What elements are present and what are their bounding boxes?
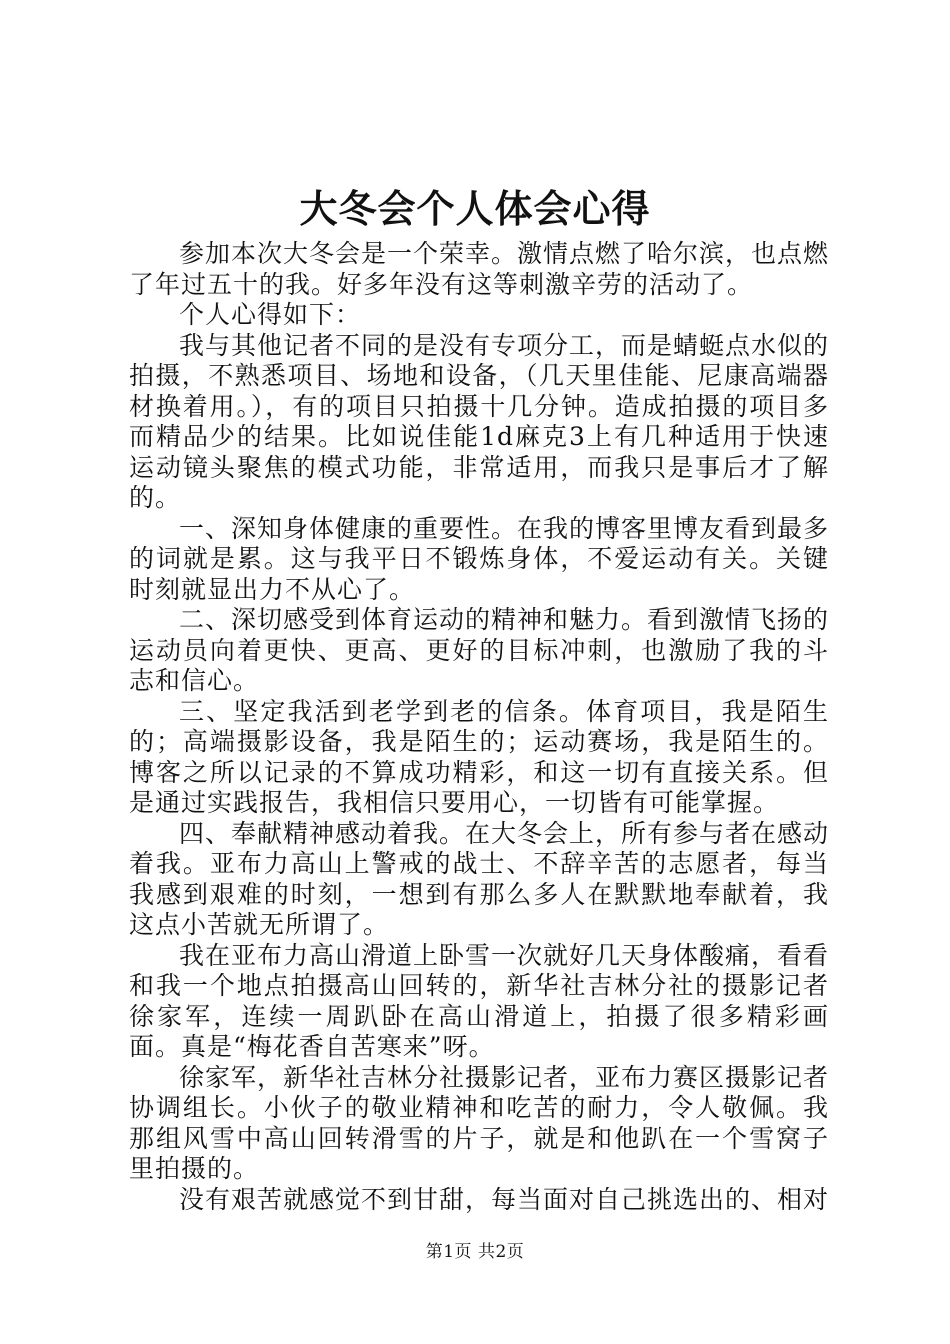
paragraph-7: 四、奉献精神感动着我。在大冬会上，所有参与者在感动着我。亚布力高山上警戒的战士、不辞辛苦的志愿者，每当我感到艰难的时刻，一想到有那么多人在默默地奉献着，我这点小苦就无所谓了。 [129, 818, 830, 939]
paragraph-3: 我与其他记者不同的是没有专项分工，而是蜻蜓点水似的拍摄，不熟悉项目、场地和设备，（几天里佳能、尼康高端器材换着用。），有的项目只拍摄十几分钟。造成拍摄的项目多而精品少的结果。比如说佳能1d麻克3上有几种适用于快速运动镜头聚焦的模式功能，非常适用，而我只是事后才了解的。 [129, 330, 830, 512]
paragraph-6: 三、坚定我活到老学到老的信条。体育项目，我是陌生的；高端摄影设备，我是陌生的；运动赛场，我是陌生的。博客之所以记录的不算成功精彩，和这一切有直接关系。但是通过实践报告，我相信只要用心，一切皆有可能掌握。 [129, 696, 829, 817]
page-footer: 第1页 共2页 [425, 1242, 525, 1262]
paragraph-2: 个人心得如下： [179, 300, 362, 329]
paragraph-8: 我在亚布力高山滑道上卧雪一次就好几天身体酸痛，看看和我一个地点拍摄高山回转的，新华社吉林分社的摄影记者徐家军，连续一周趴卧在高山滑道上，拍摄了很多精彩画面。真是“梅花香自苦寒来”呀。 [129, 940, 830, 1061]
paragraph-4: 一、深知身体健康的重要性。在我的博客里博友看到最多的词就是累。这与我平日不锻炼身体，不爱运动有关。关键时刻就显出力不从心了。 [129, 513, 830, 604]
paragraph-9: 徐家军，新华社吉林分社摄影记者，亚布力赛区摄影记者协调组长。小伙子的敬业精神和吃苦的耐力，令人敬佩。我那组风雪中高山回转滑雪的片子，就是和他趴在一个雪窝子里拍摄的。 [129, 1062, 830, 1183]
paragraph-10: 没有艰苦就感觉不到甘甜，每当面对自己挑选出的、相对 [179, 1184, 830, 1214]
paragraph-5: 二、深切感受到体育运动的精神和魅力。看到激情飞扬的运动员向着更快、更高、更好的目标冲刺，也激励了我的斗志和信心。 [129, 605, 830, 695]
paragraph-1: 参加本次大冬会是一个荣幸。激情点燃了哈尔滨，也点燃了年过五十的我。好多年没有这等刺激辛劳的活动了。 [129, 239, 830, 299]
document-title: 大冬会个人体会心得 [299, 187, 651, 231]
document-body [129, 239, 829, 1215]
